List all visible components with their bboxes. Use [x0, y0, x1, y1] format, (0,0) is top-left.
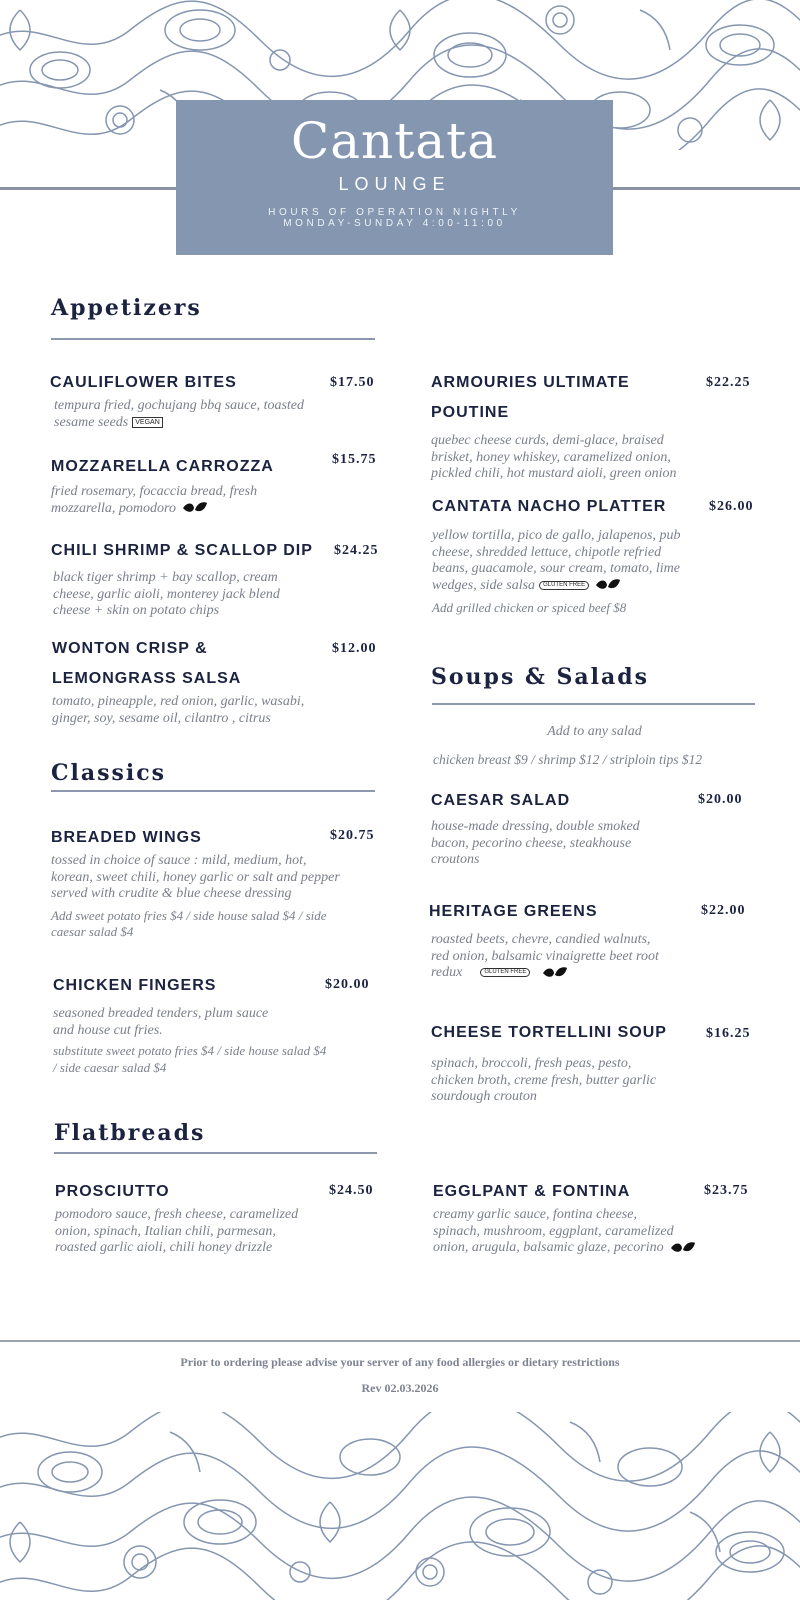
item-price: $26.00	[709, 499, 754, 514]
menu-item	[50, 368, 380, 431]
description-line	[432, 578, 767, 595]
description-line: seasoned breaded tenders, plum sauce	[53, 1006, 269, 1021]
description-line: house-made dressing, double smoked	[431, 819, 640, 834]
item-description	[431, 819, 761, 869]
item-description	[55, 1207, 390, 1257]
item-price: $12.00	[332, 641, 377, 656]
item-note: Add grilled chicken or spiced beef $8	[432, 600, 627, 615]
description-line: spinach, broccoli, fresh peas, pesto,	[431, 1056, 632, 1071]
item-name: CANTATA NACHO PLATTER	[432, 498, 667, 515]
appetizers-rule	[51, 338, 375, 340]
item-price: $17.50	[330, 375, 375, 390]
item-description	[50, 398, 380, 431]
item-price: $22.25	[706, 375, 751, 390]
description-line: pickled chili, hot mustard aioli, green onion	[431, 466, 677, 481]
hours-line-1: HOURS OF OPERATION NIGHTLY	[268, 207, 521, 218]
menu-item	[53, 971, 388, 1076]
item-name: WONTON CRISP &	[52, 640, 208, 657]
item-name: PROSCIUTTO	[55, 1183, 170, 1200]
gluten-free-badge-icon: GLUTEN FREE	[539, 581, 589, 590]
section-title-appetizers: Appetizers	[51, 295, 202, 321]
description-line: cheese + skin on potato chips	[53, 603, 220, 618]
item-name: CHILI SHRIMP & SCALLOP DIP	[51, 542, 313, 559]
description-line: onion, spinach, Italian chili, parmesan,	[55, 1223, 276, 1239]
restaurant-subtitle: LOUNGE	[338, 174, 451, 194]
description-line: beans, guacamole, sour cream, tomato, lime	[432, 561, 680, 576]
item-name: CAESAR SALAD	[431, 792, 571, 809]
description-line: croutons	[431, 852, 480, 867]
description-line: served with crudite & blue cheese dressing	[51, 886, 292, 901]
item-description	[51, 853, 386, 903]
item-price: $20.75	[330, 828, 375, 843]
description-line: tomato, pineapple, red onion, garlic, wasabi,	[52, 694, 305, 709]
description-line: quebec cheese curds, demi-glace, braised	[431, 433, 664, 448]
menu-item	[431, 368, 761, 483]
note-line: caesar salad $4	[51, 924, 134, 939]
item-name: HERITAGE GREENS	[429, 903, 598, 920]
section-title-soups-salads: Soups & Salads	[431, 664, 650, 690]
menu-item	[52, 634, 387, 727]
description-line: spinach, mushroom, eggplant, caramelized	[433, 1223, 674, 1239]
vegan-badge-icon: VEGAN	[132, 417, 163, 428]
item-description	[429, 932, 764, 982]
description-line: sourdough crouton	[431, 1089, 537, 1104]
item-note	[51, 908, 386, 941]
menu-item	[55, 1177, 390, 1257]
item-price: $15.75	[332, 452, 377, 467]
description-line: cheese, garlic aioli, monterey jack blend	[53, 586, 280, 602]
description-text: mozzarella, pomodoro	[51, 500, 176, 516]
menu-item	[429, 897, 764, 982]
description-line: pomodoro sauce, fresh cheese, caramelized	[55, 1207, 299, 1222]
menu-item	[51, 452, 381, 517]
item-description	[432, 528, 767, 594]
description-text: wedges, side salsa	[432, 577, 536, 593]
note-line: / side caesar salad $4	[53, 1059, 167, 1075]
description-line: ginger, soy, sesame oil, cilantro , citrus	[52, 710, 271, 726]
section-title-classics: Classics	[51, 760, 167, 786]
description-line: creamy garlic sauce, fontina cheese,	[433, 1207, 637, 1222]
description-line: chicken broth, creme fresh, butter garlic	[431, 1072, 657, 1088]
item-description	[51, 484, 381, 517]
hours-line-2: MONDAY-SUNDAY 4:00-11:00	[283, 218, 506, 229]
note-line: substitute sweet potato fries $4 / side house salad $4	[53, 1043, 327, 1058]
description-line: tossed in choice of sauce : mild, medium, hot,	[51, 853, 307, 868]
menu-item	[431, 786, 761, 869]
flatbreads-rule	[54, 1152, 377, 1154]
description-line: bacon, pecorino cheese, steakhouse	[431, 835, 632, 851]
description-line: fried rosemary, focaccia bread, fresh	[51, 484, 258, 499]
item-name: ARMOURIES ULTIMATE	[431, 374, 630, 391]
description-line: and house cut fries.	[53, 1022, 163, 1038]
item-price: $20.00	[698, 792, 743, 807]
description-line	[54, 415, 380, 432]
title-box	[176, 100, 613, 255]
description-line: roasted beets, chevre, candied walnuts,	[431, 932, 651, 947]
description-text: redux	[431, 965, 463, 980]
item-name: MOZZARELLA CARROZZA	[51, 458, 274, 475]
menu-item	[433, 1177, 768, 1257]
menu-item	[51, 823, 386, 941]
section-title-flatbreads: Flatbreads	[54, 1120, 206, 1146]
item-description	[51, 570, 386, 620]
description-line: cheese, shredded lettuce, chipotle refried	[432, 544, 662, 560]
item-description	[52, 694, 387, 727]
description-text: onion, arugula, balsamic glaze, pecorino	[433, 1240, 664, 1255]
item-price: $16.25	[706, 1026, 751, 1041]
description-line	[433, 1240, 768, 1257]
menu-item	[431, 1018, 766, 1106]
item-price: $24.50	[329, 1183, 374, 1198]
item-note	[53, 1043, 388, 1076]
restaurant-title: Cantata	[290, 112, 499, 170]
item-price: $20.00	[325, 977, 370, 992]
description-line: tempura fried, gochujang bbq sauce, toasted	[54, 398, 305, 413]
paisley-pattern-icon	[0, 1412, 800, 1600]
item-name: BREADED WINGS	[51, 829, 202, 846]
item-name: POUTINE	[431, 404, 510, 421]
add-to-salad-label: Add to any salad	[547, 724, 642, 739]
description-line: yellow tortilla, pico de gallo, jalapenos, pub	[432, 528, 681, 543]
item-price: $24.25	[334, 543, 379, 558]
item-description	[53, 1006, 388, 1039]
leaf-icon	[542, 966, 568, 980]
item-name: LEMONGRASS SALSA	[52, 670, 242, 687]
item-price: $22.00	[701, 903, 746, 918]
item-name: CHEESE TORTELLINI SOUP	[431, 1024, 667, 1041]
allergy-notice: Prior to ordering please advise your server of any food allergies or dietary restrictions	[180, 1355, 620, 1369]
item-description	[433, 1207, 768, 1257]
hours-of-operation	[176, 207, 613, 229]
description-line	[51, 501, 381, 518]
leaf-icon	[595, 578, 621, 592]
revision-date: Rev 02.03.2026	[361, 1381, 439, 1395]
item-price: $23.75	[704, 1183, 749, 1198]
description-text: sesame seeds	[54, 414, 129, 430]
add-to-salad-options: chicken breast $9 / shrimp $12 / striploin tips $12	[433, 752, 703, 767]
menu-item	[432, 492, 767, 617]
description-line: brisket, honey whiskey, caramelized onion,	[431, 449, 671, 465]
menu-item	[51, 536, 386, 620]
description-line	[431, 965, 764, 982]
footer-rule	[0, 1340, 800, 1342]
item-name: CAULIFLOWER BITES	[50, 374, 237, 391]
decorative-pattern-bottom	[0, 1412, 800, 1600]
item-description	[431, 1056, 766, 1106]
description-line: red onion, balsamic vinaigrette beet root	[431, 948, 659, 964]
item-name: CHICKEN FINGERS	[53, 977, 217, 994]
description-line: black tiger shrimp + bay scallop, cream	[53, 570, 278, 585]
note-line: Add sweet potato fries $4 / side house salad $4 / side	[51, 907, 327, 923]
gluten-free-badge-icon: GLUTEN FREE	[480, 968, 530, 977]
description-line: korean, sweet chili, honey garlic or salt and pepper	[51, 869, 340, 885]
item-name: EGGLPANT & FONTINA	[433, 1183, 631, 1200]
description-line: roasted garlic aioli, chili honey drizzle	[55, 1240, 273, 1255]
item-description	[431, 433, 761, 483]
classics-rule	[51, 790, 375, 792]
leaf-icon	[670, 1241, 696, 1255]
leaf-icon	[182, 501, 208, 515]
soups-salads-rule	[432, 703, 755, 705]
